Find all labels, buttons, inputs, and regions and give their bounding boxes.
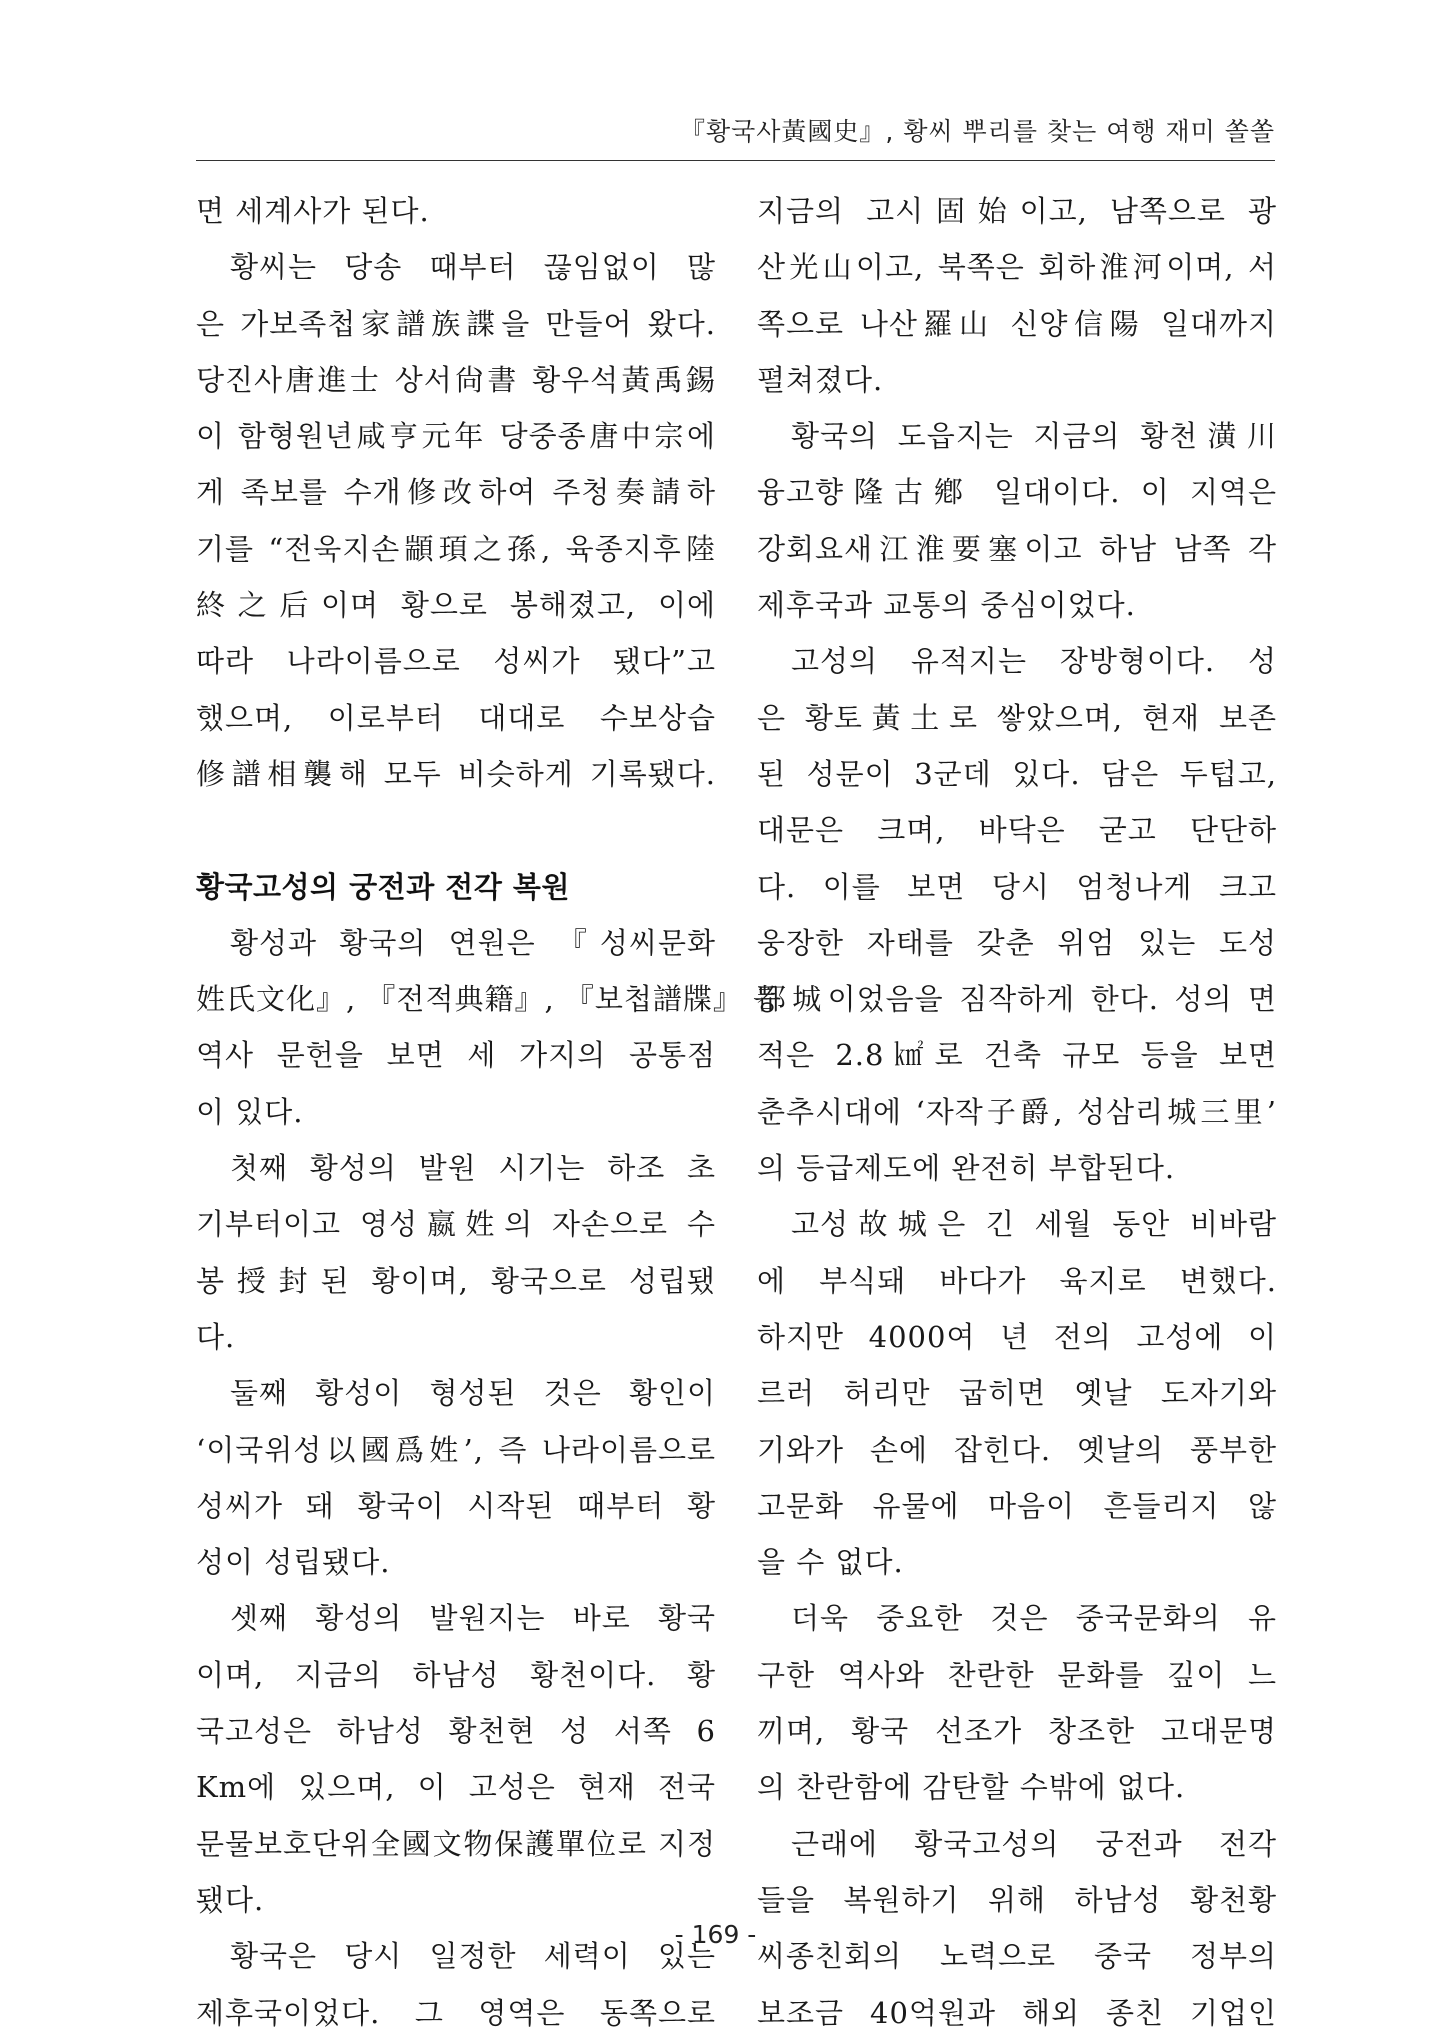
text-line: 셋째 황성의 발원지는 바로 황국 bbox=[230, 1601, 716, 1636]
text-line: 은 가보족첩家譜族諜을 만들어 왔다. bbox=[196, 306, 716, 341]
text-line: 대문은 크며, 바닥은 굳고 단단하 bbox=[757, 813, 1277, 848]
text-line: 제후국과 교통의 중심이었다. bbox=[757, 588, 1136, 623]
text-line: 더욱 중요한 것은 중국문화의 유 bbox=[791, 1601, 1277, 1636]
text-line: 강회요새江淮要塞이고 하남 남쪽 각 bbox=[757, 531, 1277, 566]
text-line: 문물보호단위全國文物保護單位로 지정 bbox=[196, 1826, 716, 1861]
running-header: 『황국사黃國史』, 황씨 뿌리를 찾는 여행 재미 쏠쏠 bbox=[679, 117, 1275, 146]
text-line: ‘이국위성以國爲姓’, 즉 나라이름으로 bbox=[196, 1432, 716, 1467]
text-line: 황씨는 당송 때부터 끊임없이 많 bbox=[230, 250, 716, 285]
text-line: Km에 있으며, 이 고성은 현재 전국 bbox=[196, 1770, 716, 1805]
text-line: 이며, 지금의 하남성 황천이다. 황 bbox=[196, 1657, 716, 1692]
text-line: 기를 “전욱지손顓頊之孫, 육종지후陸 bbox=[196, 531, 716, 566]
header-rule bbox=[196, 160, 1275, 161]
text-line: 修譜相襲해 모두 비슷하게 기록됐다. bbox=[196, 756, 716, 791]
text-line: 성이 성립됐다. bbox=[196, 1545, 391, 1580]
text-line: 국고성은 하남성 황천현 성 서쪽 6 bbox=[196, 1714, 716, 1749]
text-line: 황성과 황국의 연원은 『성씨문화 bbox=[230, 925, 716, 960]
text-line: 姓氏文化』, 『전적典籍』, 『보첩譜牒』 등 bbox=[196, 982, 783, 1017]
text-line: 펼쳐졌다. bbox=[757, 362, 884, 397]
text-line: 고문화 유물에 마음이 흔들리지 않 bbox=[757, 1488, 1277, 1523]
text-line: 역사 문헌을 보면 세 가지의 공통점 bbox=[196, 1038, 716, 1073]
text-line: 당진사唐進士 상서尙書 황우석黃禹錫 bbox=[196, 362, 716, 397]
text-line: 면 세계사가 된다. bbox=[196, 194, 430, 228]
left-column bbox=[196, 183, 783, 2041]
section-heading: 황국고성의 궁전과 전각 복원 bbox=[196, 869, 570, 904]
text-line: 은 황토黃土로 쌓았으며, 현재 보존 bbox=[757, 700, 1277, 735]
text-line: 을 수 없다. bbox=[757, 1545, 904, 1580]
text-line: 근래에 황국고성의 궁전과 전각 bbox=[791, 1826, 1277, 1861]
paragraph-gap bbox=[196, 802, 716, 858]
text-line: 기부터이고 영성嬴姓의 자손으로 수 bbox=[196, 1207, 716, 1242]
right-column bbox=[757, 183, 1277, 2041]
text-line: 씨종친회의 노력으로 중국 정부의 bbox=[757, 1939, 1277, 1974]
text-line: 쪽으로 나산羅山 신양信陽 일대까지 bbox=[757, 306, 1277, 341]
text-line: 다. bbox=[196, 1319, 236, 1354]
text-line: 융고향隆古鄕 일대이다. 이 지역은 bbox=[757, 475, 1277, 510]
text-line: 끼며, 황국 선조가 창조한 고대문명 bbox=[757, 1714, 1277, 1749]
text-line: 춘추시대에 ‘자작子爵, 성삼리城三里’ bbox=[757, 1094, 1277, 1129]
text-line: 봉授封된 황이며, 황국으로 성립됐 bbox=[196, 1263, 716, 1298]
text-line: 게 족보를 수개修改하여 주청奏請하 bbox=[196, 475, 716, 510]
text-line: 의 등급제도에 완전히 부합된다. bbox=[757, 1151, 1176, 1186]
text-line: 둘째 황성이 형성된 것은 황인이 bbox=[230, 1376, 716, 1411]
text-line: 르러 허리만 굽히면 옛날 도자기와 bbox=[757, 1376, 1277, 1411]
text-line: 첫째 황성의 발원 시기는 하조 초 bbox=[230, 1151, 716, 1186]
text-line: 고성의 유적지는 장방형이다. 성 bbox=[791, 644, 1277, 679]
text-line: 다. 이를 보면 당시 엄청나게 크고 bbox=[757, 869, 1277, 904]
text-line: 됐다. bbox=[196, 1882, 265, 1917]
text-line: 都城이었음을 짐작하게 한다. 성의 면 bbox=[757, 982, 1277, 1017]
text-line: 제후국이었다. 그 영역은 동쪽으로 bbox=[196, 1995, 716, 2030]
text-line: 산光山이고, 북쪽은 회하淮河이며, 서 bbox=[757, 250, 1277, 285]
text-line: 성씨가 돼 황국이 시작된 때부터 황 bbox=[196, 1488, 716, 1523]
text-line: 웅장한 자태를 갖춘 위엄 있는 도성 bbox=[757, 925, 1277, 960]
text-line: 적은 2.8㎢로 건축 규모 등을 보면 bbox=[757, 1038, 1277, 1073]
text-line: 황국은 당시 일정한 세력이 있는 bbox=[230, 1939, 716, 1974]
text-line: 기와가 손에 잡힌다. 옛날의 풍부한 bbox=[757, 1432, 1277, 1467]
page-number: - 169 - bbox=[674, 1920, 757, 1949]
text-line: 따라 나라이름으로 성씨가 됐다”고 bbox=[196, 644, 716, 679]
text-line: 구한 역사와 찬란한 문화를 깊이 느 bbox=[757, 1657, 1277, 1692]
text-line: 황국의 도읍지는 지금의 황천潢川 bbox=[791, 419, 1277, 454]
text-line: 이 함형원년咸亨元年 당중종唐中宗에 bbox=[196, 419, 716, 454]
text-line: 고성故城은 긴 세월 동안 비바람 bbox=[791, 1207, 1277, 1242]
text-line: 에 부식돼 바다가 육지로 변했다. bbox=[757, 1263, 1277, 1298]
text-line: 들을 복원하기 위해 하남성 황천황 bbox=[757, 1882, 1277, 1917]
text-line: 의 찬란함에 감탄할 수밖에 없다. bbox=[757, 1770, 1186, 1805]
text-line: 이 있다. bbox=[196, 1094, 304, 1129]
text-line: 終之后이며 황으로 봉해졌고, 이에 bbox=[196, 588, 716, 623]
text-line: 하지만 4000여 년 전의 고성에 이 bbox=[757, 1319, 1277, 1354]
text-line: 했으며, 이로부터 대대로 수보상습 bbox=[196, 700, 716, 735]
text-line: 된 성문이 3군데 있다. 담은 두텁고, bbox=[757, 756, 1277, 791]
text-line: 보조금 40억원과 해외 종친 기업인 bbox=[757, 1995, 1277, 2030]
text-line: 지금의 고시固始이고, 남쪽으로 광 bbox=[757, 194, 1277, 228]
